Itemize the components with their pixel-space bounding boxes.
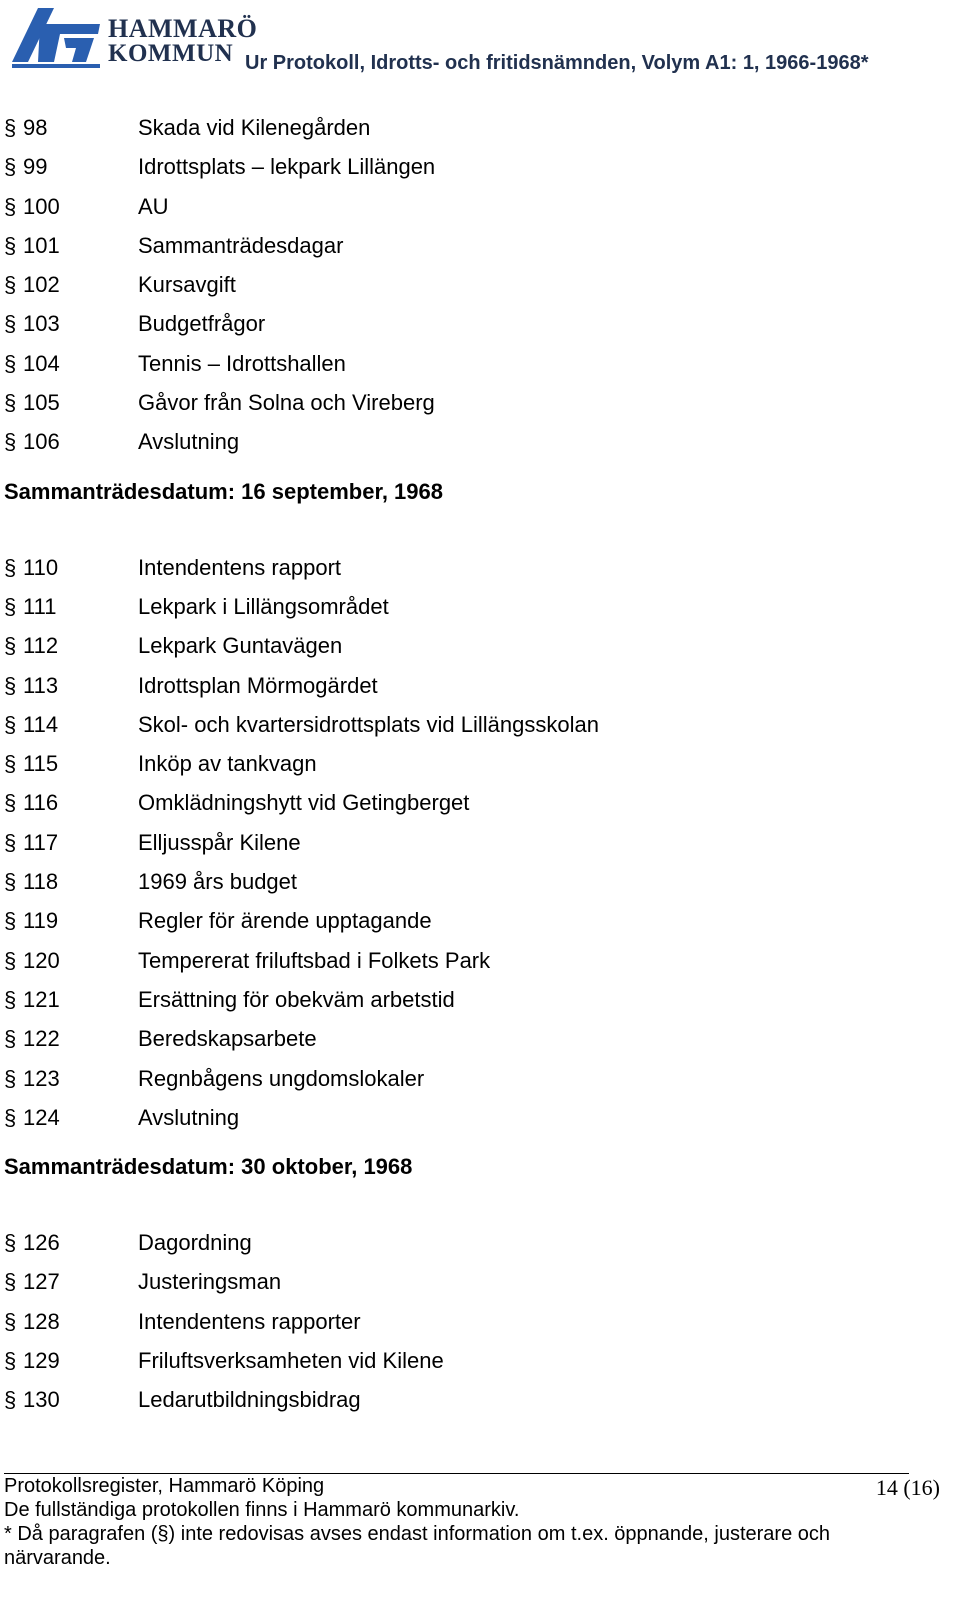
paragraph-row [4,383,944,422]
paragraph-number [4,344,134,383]
section-symbol: § [4,1026,17,1052]
paragraph-number [4,226,134,265]
paragraph-number [4,147,134,186]
paragraph-number-value: 99 [23,154,48,180]
paragraph-number-value: 121 [23,986,60,1012]
section-symbol: § [4,154,17,180]
paragraph-title: Intendentens rapporter [138,1308,361,1334]
paragraph-row [4,1019,944,1058]
paragraph-row [4,666,944,705]
paragraph-title: Inköp av tankvagn [138,751,317,777]
section-symbol: § [4,790,17,816]
paragraph-number-value: 120 [23,947,60,973]
section-symbol: § [4,193,17,219]
paragraph-row [4,344,944,383]
footer-register-name: Protokollsregister, Hammarö Köping [4,1475,325,1497]
paragraph-number [4,980,134,1019]
paragraph-title: Idrottsplats – lekpark Lillängen [138,154,436,180]
paragraph-row [4,823,944,862]
footer-asterisk-note: * Då paragrafen (§) inte redovisas avses endast information om t.ex. öppnande, justerare och [4,1523,831,1545]
paragraph-number [4,265,134,304]
paragraph-row [4,587,944,626]
paragraph-title: Idrottsplan Mörmogärdet [138,672,378,698]
paragraph-title: Regler för ärende upptagande [138,908,432,934]
meeting-date-heading-2: Sammanträdesdatum: 30 oktober, 1968 [4,1154,413,1180]
section-symbol: § [4,1269,17,1295]
paragraph-row [4,901,944,940]
section-symbol: § [4,429,17,455]
paragraph-title: Avslutning [138,1104,240,1130]
paragraph-row [4,626,944,665]
paragraph-row [4,1302,944,1341]
paragraph-row [4,1341,944,1380]
paragraph-number [4,108,134,147]
paragraph-number [4,1262,134,1301]
paragraph-list-1 [4,108,944,462]
paragraph-row [4,705,944,744]
municipality-logo [8,4,258,70]
paragraph-number [4,823,134,862]
paragraph-row [4,548,944,587]
paragraph-number [4,187,134,226]
section-symbol: § [4,1308,17,1334]
paragraph-number-value: 105 [23,390,60,416]
paragraph-title: Regnbågens ungdomslokaler [138,1065,425,1091]
section-symbol: § [4,829,17,855]
paragraph-row [4,304,944,343]
section-symbol: § [4,311,17,337]
paragraph-title: Budgetfrågor [138,311,266,337]
paragraph-title: Omklädningshytt vid Getingberget [138,790,470,816]
paragraph-number [4,1019,134,1058]
paragraph-title: Sammanträdesdagar [138,232,344,258]
paragraph-title: Avslutning [138,429,240,455]
document-title: Ur Protokoll, Idrotts- och fritidsnämnden, Volym A1: 1, 1966-1968* [245,52,869,74]
paragraph-title: Dagordning [138,1230,252,1256]
paragraph-row [4,226,944,265]
paragraph-number-value: 119 [23,908,59,934]
paragraph-number [4,383,134,422]
section-symbol: § [4,908,17,934]
paragraph-title: Skol- och kvartersidrottsplats vid Lillängsskolan [138,711,599,737]
paragraph-row [4,941,944,980]
paragraph-title: Gåvor från Solna och Vireberg [138,390,435,416]
paragraph-title: Justeringsman [138,1269,282,1295]
section-symbol: § [4,1065,17,1091]
paragraph-row [4,1380,944,1419]
paragraph-number [4,548,134,587]
paragraph-number-value: 129 [23,1348,60,1374]
paragraph-number-value: 104 [23,350,60,376]
section-symbol: § [4,593,17,619]
paragraph-number [4,587,134,626]
footer-archive-note: De fullständiga protokollen finns i Hammarö kommunarkiv. [4,1499,520,1521]
section-symbol: § [4,986,17,1012]
paragraph-row [4,1223,944,1262]
page-footer [4,1473,944,1570]
section-symbol: § [4,350,17,376]
paragraph-number [4,1341,134,1380]
paragraph-title: Beredskapsarbete [138,1026,317,1052]
paragraph-number [4,744,134,783]
section-symbol: § [4,1230,17,1256]
paragraph-row [4,422,944,461]
paragraph-number-value: 114 [23,711,59,737]
paragraph-number-value: 116 [23,790,59,816]
paragraph-number [4,783,134,822]
logo-mark-icon [8,4,104,70]
section-symbol: § [4,390,17,416]
paragraph-number-value: 112 [23,633,59,659]
paragraph-title: Elljusspår Kilene [138,829,301,855]
paragraph-number-value: 100 [23,193,60,219]
paragraph-row [4,980,944,1019]
section-symbol: § [4,711,17,737]
paragraph-number-value: 128 [23,1308,60,1334]
section-symbol: § [4,633,17,659]
paragraph-title: Friluftsverksamheten vid Kilene [138,1348,444,1374]
paragraph-list-3 [4,1223,944,1419]
section-symbol: § [4,115,17,140]
paragraph-number [4,1223,134,1262]
paragraph-row [4,862,944,901]
paragraph-title: Lekpark i Lillängsområdet [138,593,389,619]
paragraph-title: Ledarutbildningsbidrag [138,1387,361,1413]
section-symbol: § [4,1104,17,1130]
paragraph-number [4,1380,134,1419]
page-header [0,0,960,90]
paragraph-number-value: 106 [23,429,60,455]
paragraph-number-value: 127 [23,1269,60,1295]
paragraph-number-value: 101 [23,232,60,258]
paragraph-row [4,744,944,783]
paragraph-title: 1969 års budget [138,869,298,895]
paragraph-row [4,1098,944,1137]
paragraph-number [4,941,134,980]
paragraph-title: Kursavgift [138,272,236,298]
paragraph-number-value: 117 [23,829,59,855]
section-symbol: § [4,947,17,973]
paragraph-row [4,108,944,147]
paragraph-number [4,1059,134,1098]
section-symbol: § [4,554,17,580]
meeting-date-heading-1: Sammanträdesdatum: 16 september, 1968 [4,478,443,504]
paragraph-row [4,1262,944,1301]
paragraph-number-value: 126 [23,1230,60,1256]
paragraph-number [4,304,134,343]
paragraph-number-value: 102 [23,272,60,298]
protocol-register [4,108,944,1420]
paragraph-number [4,1098,134,1137]
section-symbol: § [4,1348,17,1374]
paragraph-number [4,422,134,461]
paragraph-number [4,666,134,705]
footer-asterisk-note-cont: närvarande. [4,1547,111,1569]
paragraph-row [4,147,944,186]
paragraph-number-value: 124 [23,1104,60,1130]
paragraph-title: Skada vid Kilenegården [138,115,371,140]
paragraph-number-value: 98 [23,115,48,140]
paragraph-number-value: 122 [23,1026,60,1052]
paragraph-row [4,783,944,822]
paragraph-title: AU [138,193,169,219]
paragraph-row [4,265,944,304]
paragraph-number [4,1302,134,1341]
section-symbol: § [4,1387,17,1413]
paragraph-title: Tennis – Idrottshallen [138,350,346,376]
page-number: 14 (16) [875,1475,940,1500]
paragraph-number [4,862,134,901]
paragraph-row [4,1059,944,1098]
paragraph-number-value: 111 [23,593,57,619]
paragraph-row [4,187,944,226]
section-symbol: § [4,751,17,777]
section-symbol: § [4,672,17,698]
section-symbol: § [4,272,17,298]
section-symbol: § [4,869,17,895]
paragraph-title: Lekpark Guntavägen [138,633,343,659]
paragraph-number-value: 113 [23,672,59,698]
paragraph-title: Ersättning för obekväm arbetstid [138,986,455,1012]
paragraph-number-value: 130 [23,1387,60,1413]
paragraph-list-2 [4,548,944,1137]
logo-text-line2: KOMMUN [108,40,234,67]
paragraph-title: Tempererat friluftsbad i Folkets Park [138,947,491,973]
paragraph-number-value: 103 [23,311,60,337]
paragraph-title: Intendentens rapport [138,554,342,580]
paragraph-number [4,626,134,665]
paragraph-number [4,705,134,744]
paragraph-number [4,901,134,940]
logo-text-line1: HAMMARÖ [108,14,258,43]
paragraph-number-value: 115 [23,751,59,777]
paragraph-number-value: 118 [23,869,59,895]
paragraph-number-value: 123 [23,1065,60,1091]
paragraph-number-value: 110 [23,554,59,580]
section-symbol: § [4,232,17,258]
